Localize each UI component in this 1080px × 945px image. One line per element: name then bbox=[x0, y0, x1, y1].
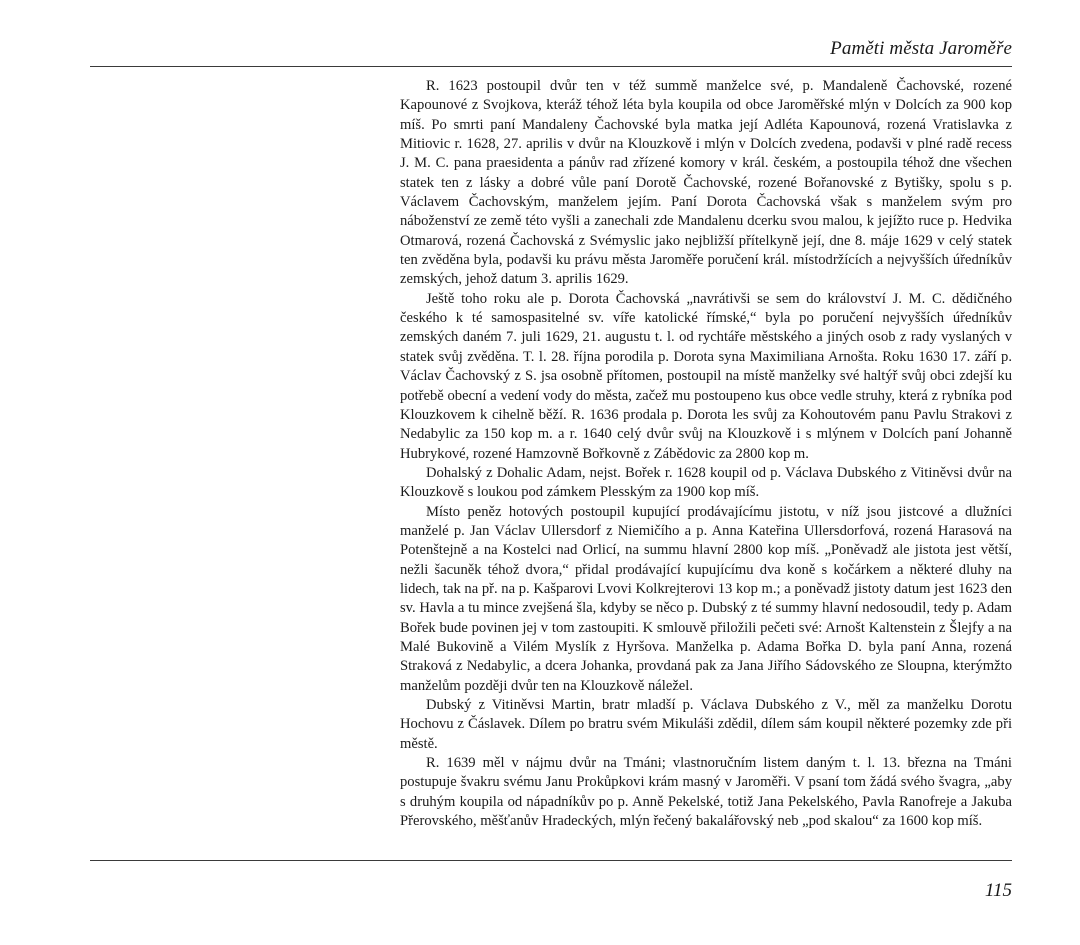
body-text bbox=[400, 77, 1012, 831]
paragraph: Dubský z Vitiněvsi Martin, bratr mladší p. Václava Dubského z V., měl za manželku Dorotu Hochovu z Čáslavek. Dílem po bratru svém Mikuláši zdědil, dílem sám koupil některé pozemky zde při městě. bbox=[400, 697, 1012, 752]
running-header-title: Paměti města Jaroměře bbox=[830, 38, 1012, 59]
footer-rule bbox=[90, 860, 1012, 861]
paragraph: R. 1639 měl v nájmu dvůr na Tmáni; vlastnoručním listem daným t. l. 13. března na Tmáni postupuje švakru svému Janu Prokůpkovi krám masný v Jaroměři. V psaní tom žádá svého švagra, „aby s druhým koupila od nápadníkův po p. Anně Pekelské, totiž Jana Pekelského, Pavla Ranofreje a Jakuba Přerovského, měšťanův Hradeckých, mlýn řečený bakalářovský neb „pod skalou“ za 1600 kop míš. bbox=[400, 755, 1012, 830]
paragraph: Ještě toho roku ale p. Dorota Čachovská „navrátivši se sem do království J. M. C. dědičného českého k té samospasitelné sv. víře katolické římské,“ byla po poručení nejvyšších úředníkův zemských daném 7. juli 1629, 21. augustu t. l. od rychtáře městského a jiných osob z rady vyslaných v statek svůj zvěděna. T. l. 28. října porodila p. Dorota syna Maximiliana Arnošta. Roku 1630 17. září p. Václav Čachovský z S. jsa osobně přítomen, postoupil na místě manželky své haltýř svůj obci zdejší ku potřebě obecní a vedení vody do města, začež mu postoupeno kus obce vedle struhy, která z rybníka pod Klouzkovem k cihelně běží. R. 1636 prodala p. Dorota les svůj za Kohoutovém panu Pavlu Strakovi z Nedabylic za 150 kop m. a r. 1640 celý dvůr svůj na Klouzkově i s mlýnem v Dolcích paní Johanně Hubrykové, rozené Hamzovně Bořkovně z Zábědovic za 2800 kop m. bbox=[400, 290, 1012, 462]
page-number: 115 bbox=[984, 880, 1012, 901]
paragraph: R. 1623 postoupil dvůr ten v též summě manželce své, p. Mandaleně Čachovské, rozené Kapounové z Svojkova, kteráž téhož léta byla koupila od obce Jaroměřské mlýn v Dolcích za 900 kop míš. Po smrti paní Mandaleny Čachovské byla matka její Adléta Kapounová, rozená Vratislavka z Mitiovic r. 1628, 27. aprilis v dvůr na Klouzkově i mlýn v Dolcích zvedena, podavši v plné radě recess J. M. C. pana praesidenta a pánův rad zřízené komory v král. českém, a postoupila téhož dne všechen statek ten z lásky a dobré vůle paní Dorotě Čachovské, rozené Bořanovské z Bytišky, spolu s p. Václavem Čachovským, manželem jejím. Paní Dorota Čachovská však s manželem svým pro náboženství ze země této vyšli a zanechali zde Mandalenu dcerku svou malou, k jejížto ruce p. Hedvika Otmarová, rozená Čachovská z Svémyslic jako nejbližší přítelkyně její, dne 8. máje 1629 v celý statek ten zvěděna byla, podavši ku právu města Jaroměře poručení král. místodržících a nejvyšších úředníkův zemských, jehož datum 3. aprilis 1629. bbox=[400, 78, 1012, 288]
paragraph: Místo peněz hotových postoupil kupující prodávajícímu jistotu, v níž jsou jistcové a dlužníci manželé p. Jan Václav Ullersdorf z Niemičího a p. Anna Kateřina Ullersdorfová, rozená Harasová na Potenštejně a na Kostelci nad Orlicí, na summu hlavní 2800 kop míš. „Poněvadž ale jistota jest větší, nežli šacuněk téhož dvora,“ přidal prodávající kupujícímu dva koně s kočárkem a některé dluhy na lidech, tak na př. na p. Kašparovi Lvovi Kolkrejterovi 13 kop m.; a poněvadž jistoty datum jest 1623 den sv. Havla a tu mince zvejšená šla, kdyby se něco p. Dubský z té summy hlavní nedosoudil, tedy p. Adam Bořek bude povinen jej v tom zastoupiti. K smlouvě přiložili pečeti své: Arnošt Kaltenstein z Šlejfy a na Malé Bukovině a Vilém Myslík z Hyršova. Manželka p. Adama Bořka D. byla paní Anna, rozená Straková z Nedabylic, a dcera Johanka, provdaná pak za Jana Jiřího Sádovského ze Sloupna, kterýmžto manželům později dvůr ten na Klouzkově náležel. bbox=[400, 503, 1012, 694]
header-rule bbox=[90, 66, 1012, 67]
paragraph: Dohalský z Dohalic Adam, nejst. Bořek r. 1628 koupil od p. Václava Dubského z Vitiněvsi dvůr na Klouzkově s loukou pod zámkem Plesským za 1900 kop míš. bbox=[400, 464, 1012, 501]
